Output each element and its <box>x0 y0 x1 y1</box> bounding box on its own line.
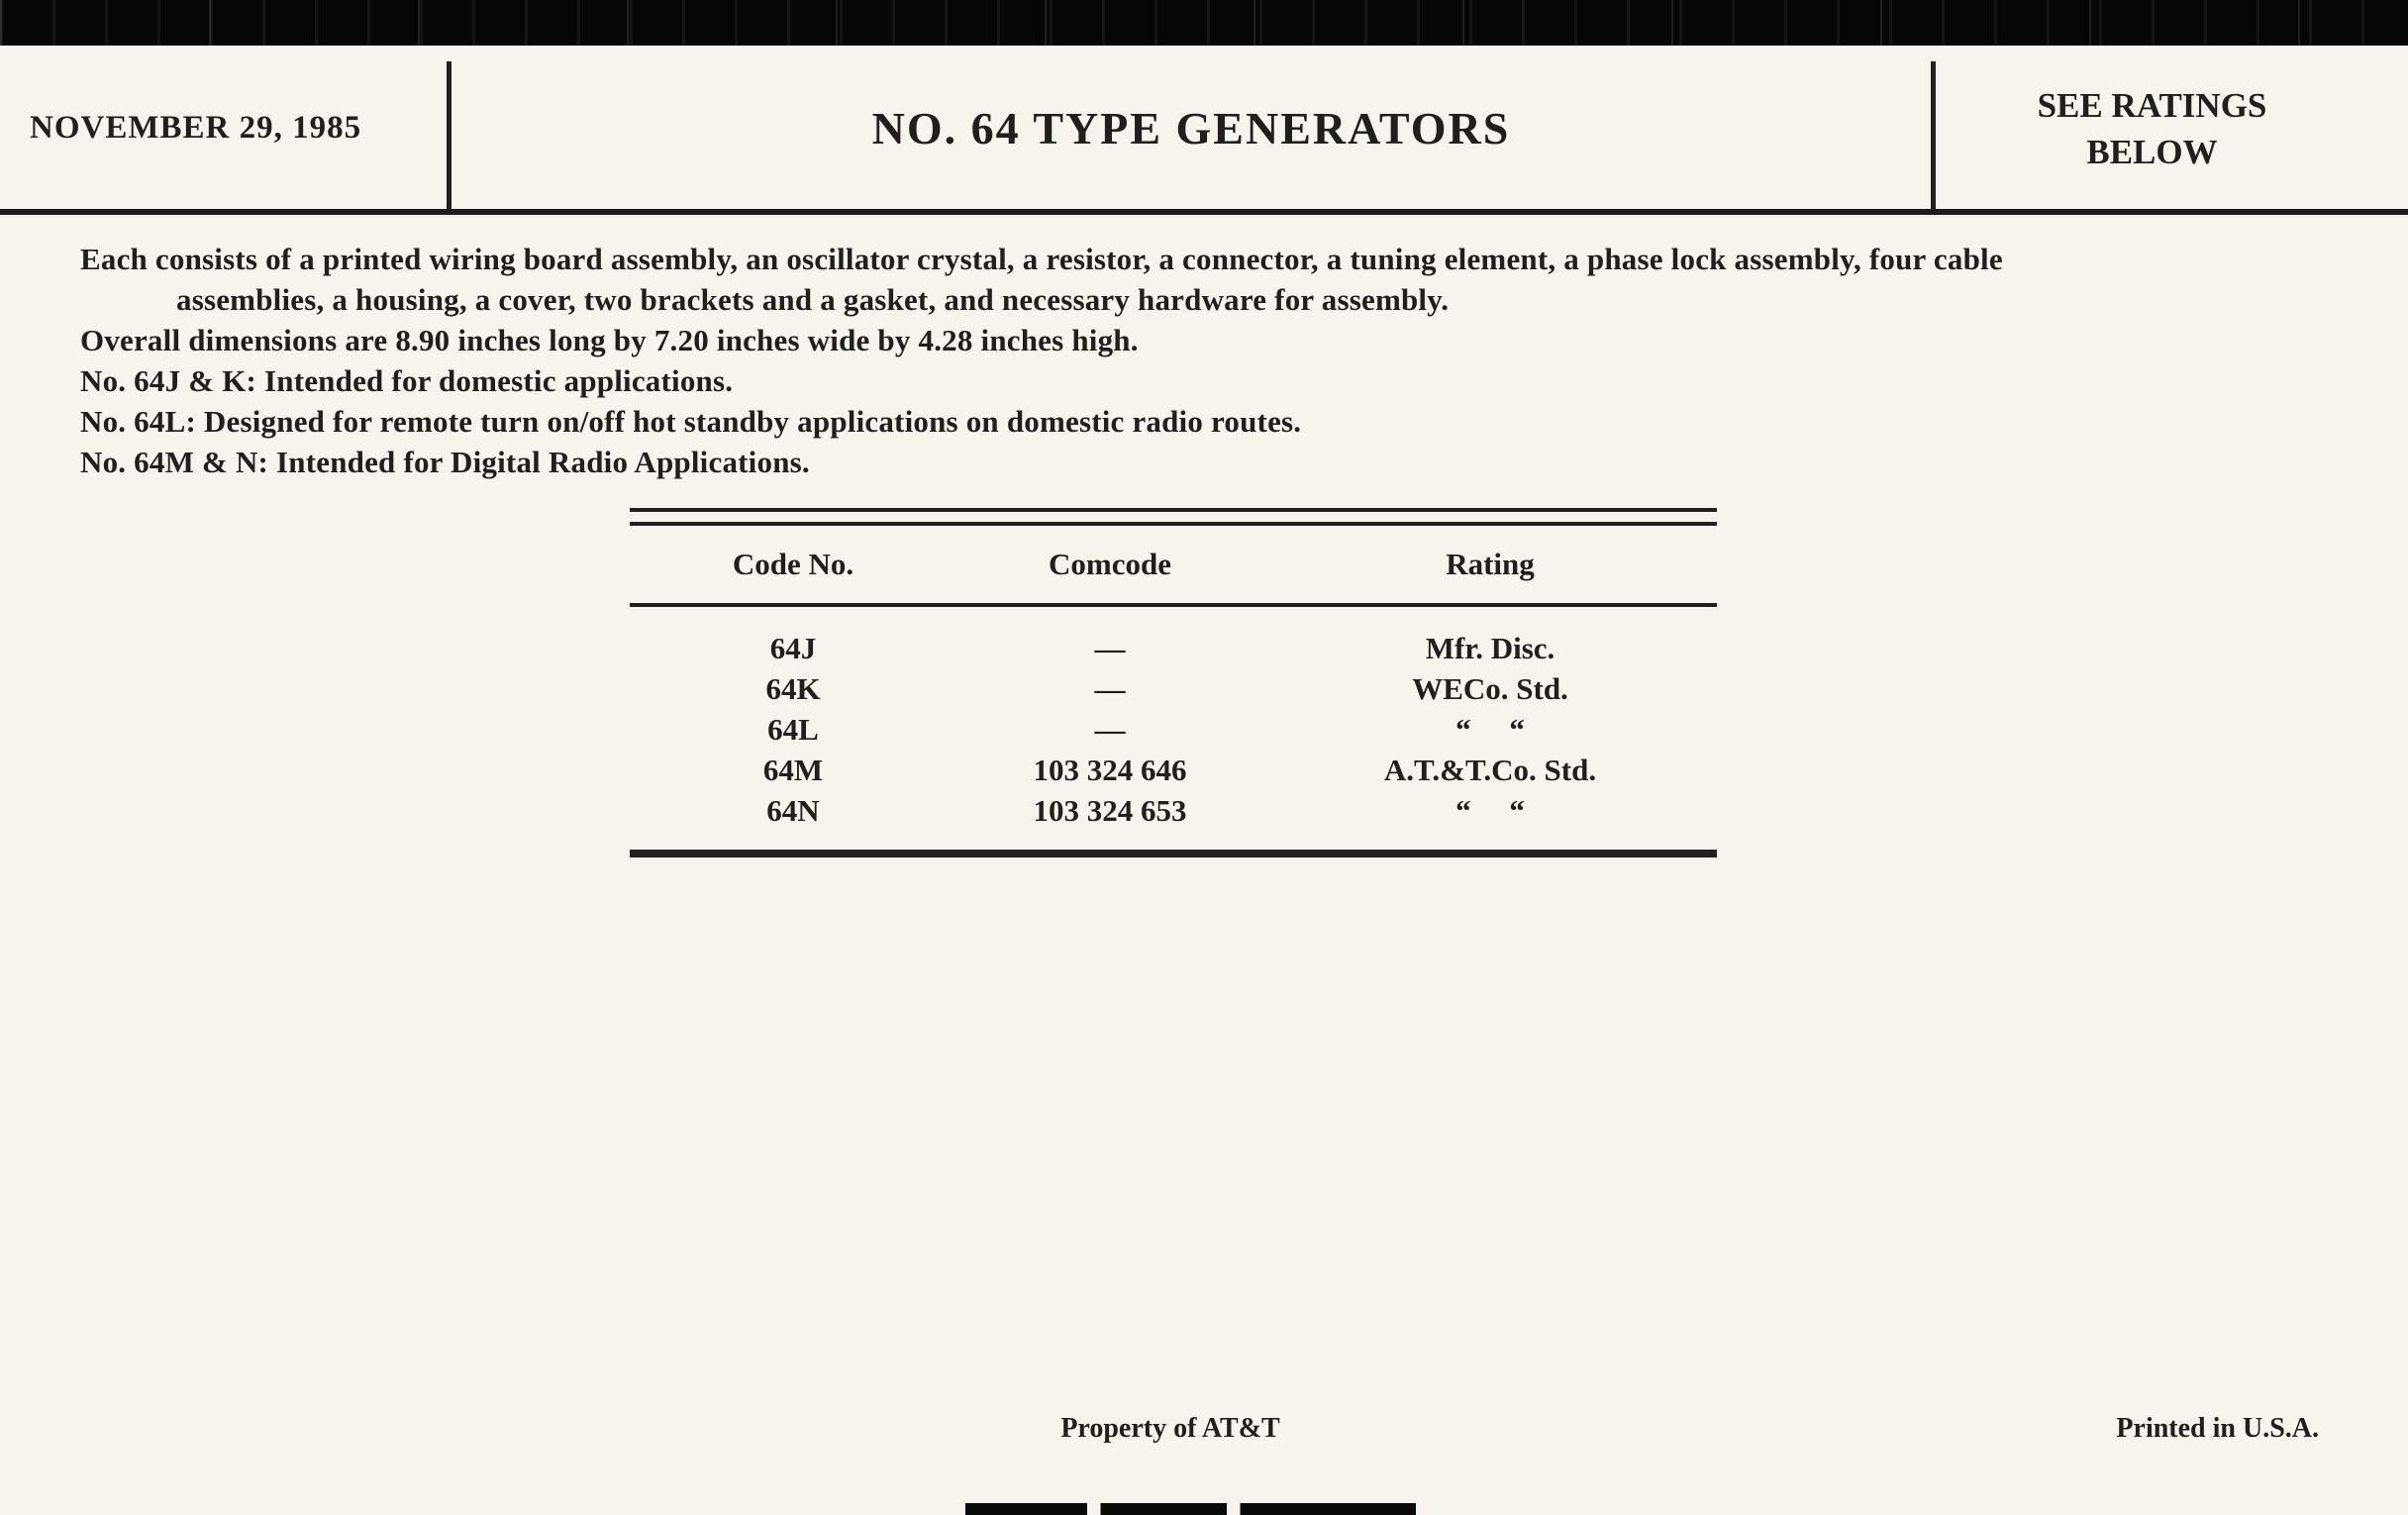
ratings-table <box>630 508 1717 858</box>
page-title: NO. 64 TYPE GENERATORS <box>871 103 1511 153</box>
ratings-note-line1: SEE RATINGS <box>2037 85 2267 125</box>
ratings-note-line2: BELOW <box>2086 132 2218 171</box>
comcode-cell: 103 324 653 <box>1033 792 1187 828</box>
table-row <box>630 750 1717 790</box>
code-no-cell: 64L <box>767 711 819 747</box>
comcode-cell: — <box>1094 711 1126 747</box>
comcode-cell: 103 324 646 <box>1033 752 1187 787</box>
table-body <box>630 607 1717 850</box>
table-row <box>630 709 1717 750</box>
table-rule-top <box>630 508 1717 526</box>
header-rule <box>0 209 2408 215</box>
column-header-comcode: Comcode <box>1049 547 1171 581</box>
rating-cell: A.T.&T.Co. Std. <box>1383 752 1597 787</box>
table-row <box>630 790 1717 831</box>
rating-cell: “ “ <box>1455 792 1525 828</box>
code-no-cell: 64J <box>769 630 817 665</box>
rating-cell: Mfr. Disc. <box>1425 630 1555 665</box>
printed-notice: Printed in U.S.A. <box>2116 1413 2319 1444</box>
table-header-row <box>630 526 1717 603</box>
column-header-rating: Rating <box>1446 547 1535 581</box>
column-header-code-no: Code No. <box>732 547 854 581</box>
description-line-2: assemblies, a housing, a cover, two brackets and a gasket, and necessary hardware for assembly. <box>176 282 1450 317</box>
note-64mn: No. 64M & N: Intended for Digital Radio Applications. <box>80 445 810 479</box>
table-row <box>630 628 1717 668</box>
scan-edge-top <box>0 0 2408 46</box>
code-no-cell: 64M <box>762 752 824 787</box>
code-no-cell: 64N <box>766 792 820 828</box>
table-row <box>630 668 1717 709</box>
description-line-1: Each consists of a printed wiring board assembly, an oscillator crystal, a resistor, a connector, a tuning element, a phase lock assembly, four cable <box>80 242 2003 276</box>
comcode-cell: — <box>1094 630 1126 665</box>
comcode-cell: — <box>1094 670 1126 706</box>
rating-cell: WECo. Std. <box>1412 670 1568 706</box>
document-date: NOVEMBER 29, 1985 <box>30 110 362 146</box>
ratings-note <box>1936 46 2368 211</box>
rating-cell: “ “ <box>1455 711 1525 747</box>
property-notice: Property of AT&T <box>1060 1413 1280 1444</box>
description-block <box>80 239 2349 482</box>
note-64l: No. 64L: Designed for remote turn on/off hot standby applications on domestic radio routes. <box>80 404 1302 439</box>
note-64jk: No. 64J & K: Intended for domestic applications. <box>80 363 734 398</box>
table-rule-bottom <box>630 850 1717 858</box>
scan-edge-bottom <box>965 1503 1416 1515</box>
code-no-cell: 64K <box>765 670 821 706</box>
dimensions-line: Overall dimensions are 8.90 inches long by 7.20 inches wide by 4.28 inches high. <box>80 323 1139 357</box>
